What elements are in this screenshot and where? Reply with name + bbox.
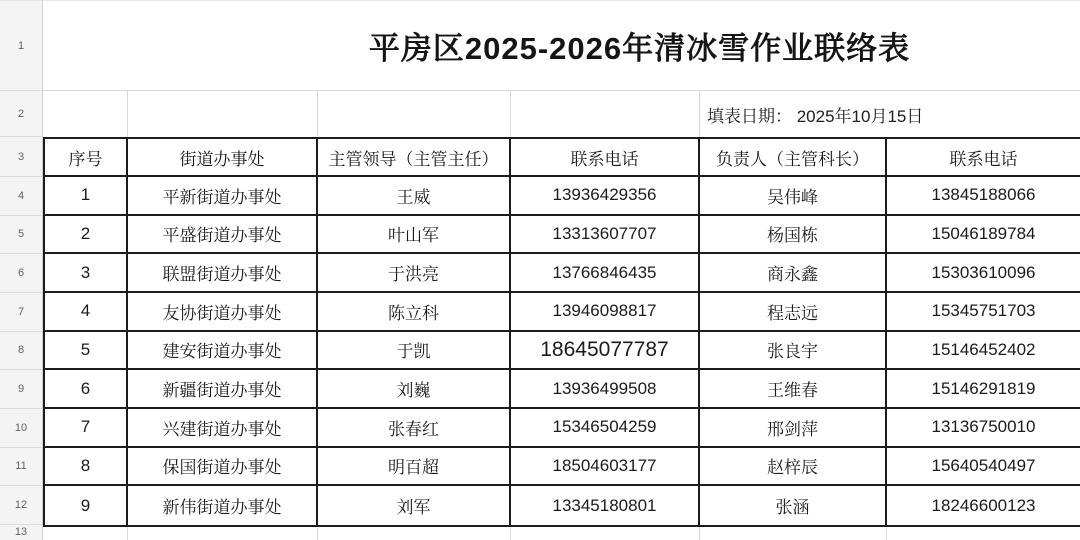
cell-manager[interactable]: 张良宇 (700, 332, 887, 369)
row-number-12[interactable]: 12 (0, 486, 42, 525)
contact-table (43, 137, 1080, 527)
cell-manager[interactable]: 王维春 (700, 370, 887, 407)
row-number-6[interactable]: 6 (0, 254, 42, 293)
row-number-11[interactable]: 11 (0, 448, 42, 487)
empty-cell[interactable] (511, 91, 700, 137)
cell-phone-leader[interactable]: 13345180801 (511, 486, 700, 525)
cell-seq[interactable]: 6 (45, 370, 128, 407)
row-number-10[interactable]: 10 (0, 409, 42, 448)
cell-office[interactable]: 建安街道办事处 (128, 332, 318, 369)
empty-cell[interactable] (128, 91, 318, 137)
cell-phone-manager[interactable]: 15345751703 (931, 301, 1036, 321)
row-number-3[interactable]: 3 (0, 137, 42, 177)
cell-seq[interactable]: 7 (45, 409, 128, 446)
cell-seq[interactable]: 8 (45, 448, 128, 485)
cell-seq[interactable]: 2 (45, 216, 128, 253)
header-phone-leader[interactable]: 联系电话 (511, 139, 700, 175)
row-number-9[interactable]: 9 (0, 370, 42, 409)
header-leader[interactable]: 主管领导（主管主任） (318, 139, 511, 175)
header-seq[interactable]: 序号 (45, 139, 128, 175)
date-row (43, 91, 1080, 137)
partial-row-13 (43, 527, 1080, 540)
cell-office[interactable]: 保国街道办事处 (128, 448, 318, 485)
sheet-title: 平房区2025-2026年清冰雪作业联络表 (368, 31, 911, 66)
cell-phone-leader[interactable]: 15346504259 (511, 409, 700, 446)
cell-leader[interactable]: 于凯 (318, 332, 511, 369)
table-row (45, 448, 1080, 487)
empty-cell[interactable] (128, 527, 318, 540)
cell-seq[interactable]: 9 (45, 486, 128, 525)
row-number-7[interactable]: 7 (0, 293, 42, 332)
row-number-2[interactable]: 2 (0, 91, 42, 137)
empty-cell[interactable] (318, 527, 511, 540)
cell-seq[interactable]: 3 (45, 254, 128, 291)
cell-manager[interactable]: 张涵 (700, 486, 887, 525)
cell-phone-leader[interactable]: 18645077787 (511, 332, 700, 369)
header-manager[interactable]: 负责人（主管科长） (700, 139, 887, 175)
cell-phone-leader[interactable]: 13936429356 (511, 177, 700, 214)
cell-manager[interactable]: 邢剑萍 (700, 409, 887, 446)
cell-phone-leader[interactable]: 13946098817 (511, 293, 700, 330)
cell-seq[interactable]: 1 (45, 177, 128, 214)
table-row (45, 486, 1080, 525)
cell-office[interactable]: 平盛街道办事处 (128, 216, 318, 253)
cell-phone-leader[interactable]: 13313607707 (511, 216, 700, 253)
row-number-13[interactable]: 13 (14, 526, 28, 539)
row-number-1[interactable]: 1 (0, 0, 42, 91)
cell-manager[interactable]: 赵梓辰 (700, 448, 887, 485)
row-number-8[interactable]: 8 (0, 332, 42, 371)
cell-manager[interactable]: 商永鑫 (700, 254, 887, 291)
cell-office[interactable]: 友协街道办事处 (128, 293, 318, 330)
cell-leader[interactable]: 刘巍 (318, 370, 511, 407)
cell-leader[interactable]: 陈立科 (318, 293, 511, 330)
table-row (45, 370, 1080, 409)
cell-phone-manager[interactable]: 15303610096 (931, 262, 1036, 282)
cell-seq[interactable]: 5 (45, 332, 128, 369)
cell-office[interactable]: 新疆街道办事处 (128, 370, 318, 407)
empty-cell[interactable] (43, 91, 128, 137)
table-row (45, 216, 1080, 255)
cell-phone-manager[interactable]: 13136750010 (931, 417, 1036, 437)
cell-office[interactable]: 新伟街道办事处 (128, 486, 318, 525)
cell-manager[interactable]: 吴伟峰 (700, 177, 887, 214)
table-row (45, 254, 1080, 293)
cell-phone-manager[interactable]: 15146291819 (931, 378, 1036, 398)
table-row (45, 332, 1080, 371)
cell-leader[interactable]: 于洪亮 (318, 254, 511, 291)
cell-phone-leader[interactable]: 18504603177 (511, 448, 700, 485)
cell-manager[interactable]: 杨国栋 (700, 216, 887, 253)
empty-cell[interactable] (887, 527, 1080, 540)
table-row (45, 177, 1080, 216)
cell-seq[interactable]: 4 (45, 293, 128, 330)
cell-office[interactable]: 平新街道办事处 (128, 177, 318, 214)
fill-date-cell[interactable] (700, 91, 1080, 137)
empty-cell[interactable] (700, 527, 887, 540)
cell-phone-manager[interactable]: 13845188066 (931, 185, 1036, 205)
fill-date-label: 填表日期： 2025年10月15日 (707, 106, 924, 126)
header-office[interactable]: 街道办事处 (128, 139, 318, 175)
row-header-gutter (0, 0, 43, 540)
empty-cell[interactable] (318, 91, 511, 137)
table-header-row (45, 139, 1080, 177)
cell-office[interactable]: 兴建街道办事处 (128, 409, 318, 446)
row-number-4[interactable]: 4 (0, 177, 42, 216)
cell-office[interactable]: 联盟街道办事处 (128, 254, 318, 291)
table-row (45, 293, 1080, 332)
cell-leader[interactable]: 张春红 (318, 409, 511, 446)
cell-leader[interactable]: 王威 (318, 177, 511, 214)
cell-leader[interactable]: 刘军 (318, 486, 511, 525)
table-row (45, 409, 1080, 448)
cell-phone-leader[interactable]: 13766846435 (511, 254, 700, 291)
cell-phone-leader[interactable]: 13936499508 (511, 370, 700, 407)
cell-phone-manager[interactable]: 18246600123 (931, 495, 1036, 515)
sheet-area (43, 0, 1080, 540)
cell-phone-manager[interactable]: 15046189784 (931, 223, 1036, 243)
cell-phone-manager[interactable]: 15146452402 (931, 339, 1036, 359)
cell-phone-manager[interactable]: 15640540497 (931, 455, 1036, 475)
cell-leader[interactable]: 叶山军 (318, 216, 511, 253)
row-number-5[interactable]: 5 (0, 216, 42, 255)
header-phone-manager[interactable]: 联系电话 (949, 149, 1018, 169)
empty-cell[interactable] (511, 527, 700, 540)
empty-cell[interactable] (43, 527, 128, 540)
cell-manager[interactable]: 程志远 (700, 293, 887, 330)
title-row[interactable] (43, 0, 1080, 91)
cell-leader[interactable]: 明百超 (318, 448, 511, 485)
